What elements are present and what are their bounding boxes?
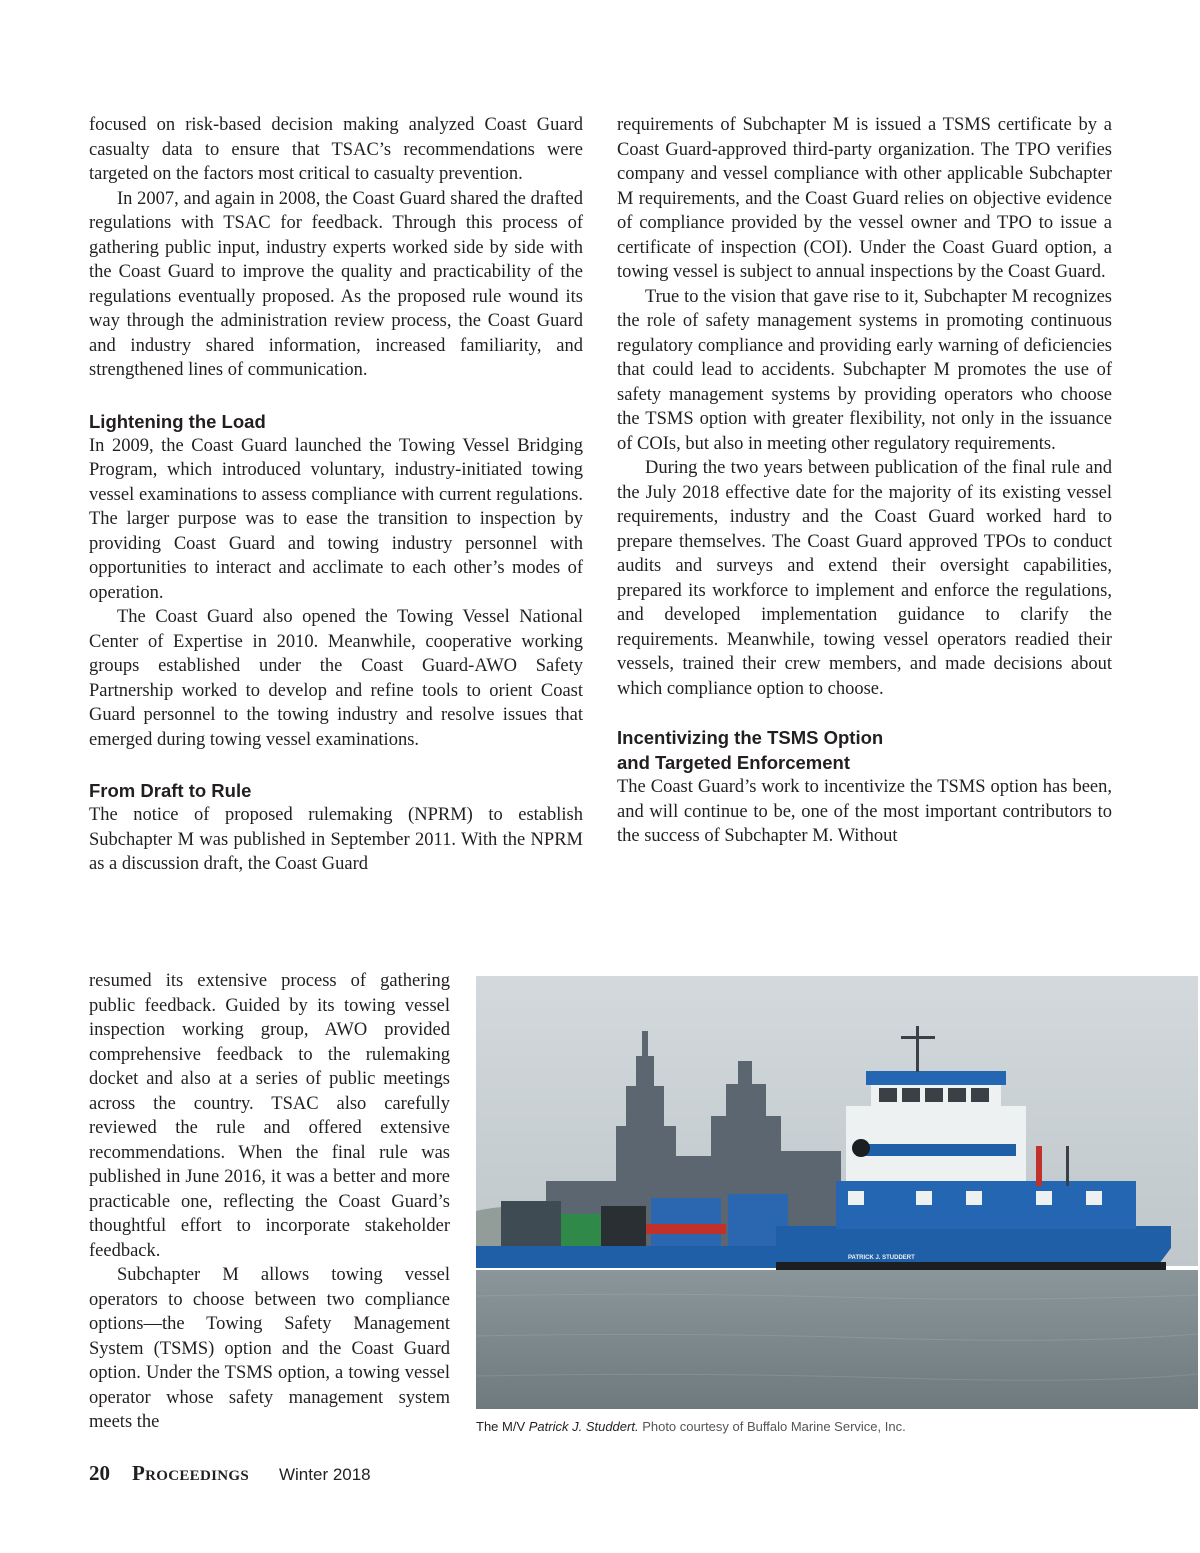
caption-prefix: The M/V: [476, 1419, 529, 1434]
body-paragraph: The Coast Guard also opened the Towing Vessel National Center of Expertise in 2010. Meanwhile, cooperative working groups established under the Coast Guard-AWO Safety Partnership worked to develop and refine tools to orient Coast Guard personnel to the towing industry and resolve issues that emerged during towing vessel examinations.: [89, 607, 583, 750]
body-paragraph: requirements of Subchapter M is issued a TSMS certificate by a Coast Guard-approved third-party organization. The TPO verifies company and vessel compliance with other applicable Subchapter M requirements, and the Coast Guard relies on objective evidence of compliance provided by the vessel owner and TPO to issue a certificate of inspection (COI). Under the Coast Guard option, a towing vessel is subject to annual inspections by the Coast Guard.: [617, 115, 1112, 282]
vessel-name-label: PATRICK J. STUDDERT: [848, 1255, 915, 1261]
body-paragraph: focused on risk-based decision making analyzed Coast Guard casualty data to ensure that TSAC’s recommendations were targeted on the factors most critical to casualty prevention.: [89, 115, 583, 184]
body-paragraph: Subchapter M allows towing vessel operators to choose between two compliance options—the Towing Safety Management System (TSMS) option and the Coast Guard option. Under the TSMS option, a towing vessel operator whose safety management system meets the: [89, 1265, 450, 1432]
page-number: 20: [89, 1461, 110, 1485]
left-column: [89, 113, 583, 877]
towboat-photo: [476, 976, 1198, 1409]
section-heading-from-draft-to-rule: From Draft to Rule: [89, 780, 252, 801]
issue-date: Winter 2018: [278, 1465, 371, 1484]
body-paragraph: In 2007, and again in 2008, the Coast Guard shared the drafted regulations with TSAC for feedback. Through this process of gathering public input, industry experts worked side by side with the Coast Guard to improve the quality and practicability of the regulations eventually proposed. As the proposed rule wound its way through the administration review process, the Coast Guard and industry shared information, increased familiarity, and strengthened lines of communication.: [89, 188, 583, 380]
page-footer: [89, 1461, 371, 1491]
heading-line-2: and Targeted Enforcement: [617, 752, 851, 773]
towboat-hull: [776, 1226, 1171, 1268]
caption-vessel-name: Patrick J. Studdert.: [528, 1419, 639, 1434]
heading-line-1: Incentivizing the TSMS Option: [617, 727, 884, 748]
left-column-lower: [89, 969, 450, 1435]
section-heading-incentivizing: [617, 725, 1112, 775]
body-paragraph: During the two years between publication of the final rule and the July 2018 effective date for the majority of its existing vessel requirements, industry and the Coast Guard worked hard to prepare themselves. The Coast Guard approved TPOs to conduct audits and surveys and extend their oversight capabilities, prepared its workforce to implement and enforce the regulations, and developed implementation guidance to clarify the requirements. Meanwhile, towing vessel operators readied their vessels, trained their crew members, and made decisions about which compliance option to choose.: [617, 458, 1112, 699]
photo-caption: [476, 1418, 1176, 1436]
caption-credit: Photo courtesy of Buffalo Marine Service, Inc.: [638, 1419, 906, 1434]
publication-name: Proceedings: [132, 1461, 249, 1485]
body-paragraph: In 2009, the Coast Guard launched the Towing Vessel Bridging Program, which introduced voluntary, industry-initiated towing vessel examinations to assess compliance with current regulations. The larger purpose was to ease the transition to inspection by providing Coast Guard and towing industry personnel with opportunities to interact and acclimate to each other’s modes of operation.: [89, 435, 583, 603]
right-column: [617, 113, 1112, 849]
body-paragraph: The Coast Guard’s work to incentivize the TSMS option has been, and will continue to be, one of the most important contributors to the success of Subchapter M. Without: [617, 777, 1112, 846]
body-paragraph: resumed its extensive process of gathering public feedback. Guided by its towing vessel inspection working group, AWO provided comprehensive feedback to the rulemaking docket and also at a series of public meetings across the country. TSAC also carefully reviewed the rule and offered extensive recommendations. When the final rule was published in June 2016, it was a better and more practicable one, reflecting the Coast Guard’s thoughtful effort to incorporate stakeholder feedback.: [89, 971, 450, 1261]
body-paragraph: The notice of proposed rulemaking (NPRM) to establish Subchapter M was published in September 2011. With the NPRM as a discussion draft, the Coast Guard: [89, 805, 583, 874]
superstructure: [846, 1106, 1026, 1181]
body-paragraph: True to the vision that gave rise to it, Subchapter M recognizes the role of safety management systems in promoting continuous regulatory compliance and providing early warning of deficiencies that could lead to accidents. Subchapter M promotes the use of safety management systems by providing operators who choose the TSMS option with greater flexibility, not only in the issuance of COIs, but also in meeting other regulatory requirements.: [617, 286, 1112, 454]
section-heading-lightening-the-load: Lightening the Load: [89, 410, 266, 432]
star-emblem: [852, 1139, 870, 1157]
